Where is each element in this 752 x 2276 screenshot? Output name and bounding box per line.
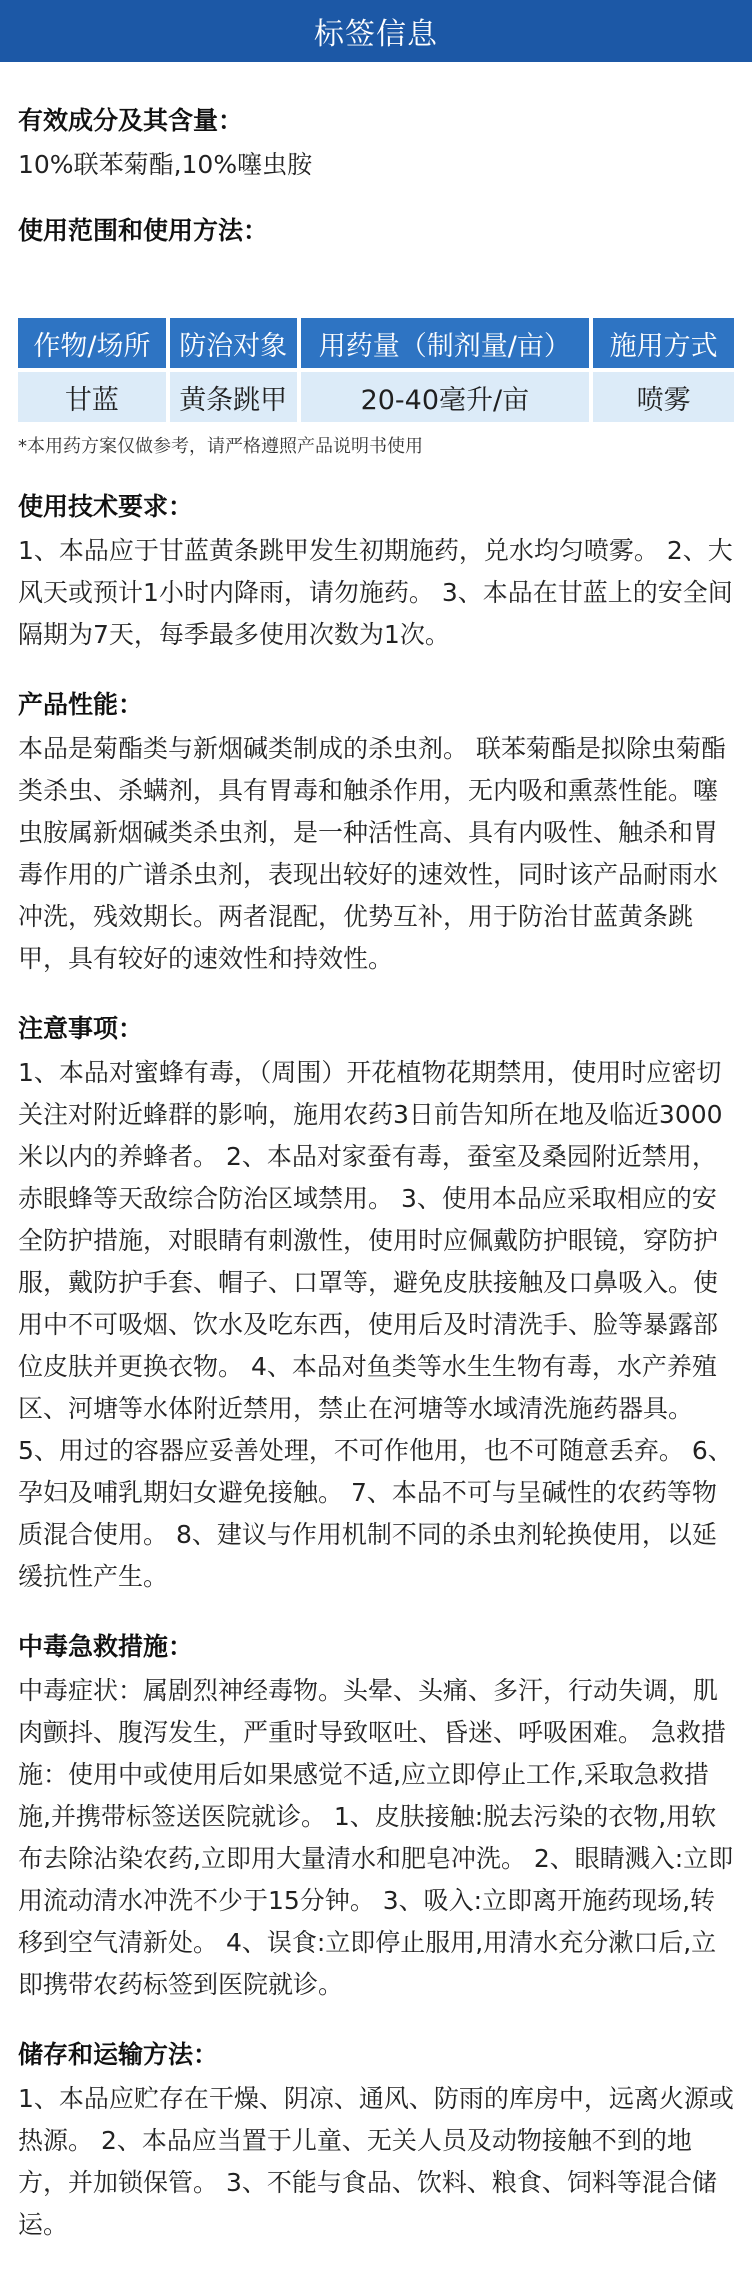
table-cell-method: 喷雾 [593,368,734,422]
storage-text: 1、本品应贮存在干燥、阴凉、通风、防雨的库房中，远离火源或热源。 2、本品应当置于儿童、无关人员及动物接触不到的地方，并加锁保管。 3、不能与食品、饮料、粮食、饲料等混合储运。 [18,2084,734,2239]
ingredients-text: 10%联苯菊酯,10%噻虫胺 [18,150,313,179]
table-header-crop: 作物/场所 [18,318,166,368]
header-bar [0,0,752,62]
firstaid-text: 中毒症状：属剧烈神经毒物。头晕、头痛、多汗，行动失调，肌肉颤抖、腹泻发生，严重时导致呕吐、昏迷、呼吸困难。 急救措施：使用中或使用后如果感觉不适,应立即停止工作,采取急救措施,并携带标签送医院就诊。 1、皮肤接触:脱去污染的衣物,用软布去除沾染农药,立即用大量清水和肥皂冲洗。 2、眼睛溅入:立即用流动清水冲洗不少于15分钟。 3、吸入:立即离开施药现场,转移到空气清新处。 4、误食:立即停止服用,用清水充分漱口后,立即携带农药标签到医院就诊。 [18,1676,734,1999]
table-cell-crop: 甘蓝 [18,368,166,422]
table-note: *本用药方案仅做参考，请严格遵照产品说明书使用 [18,436,423,457]
table-header-row [18,318,734,368]
firstaid-title: 中毒急救措施： [18,1632,194,1661]
performance-text: 本品是菊酯类与新烟碱类制成的杀虫剂。 联苯菊酯是拟除虫菊酯类杀虫、杀螨剂，具有胃毒和触杀作用，无内吸和熏蒸性能。噻虫胺属新烟碱类杀虫剂，是一种活性高、具有内吸性、触杀和胃毒作用的广谱杀虫剂，表现出较好的速效性，同时该产品耐雨水冲洗，残效期长。两者混配，优势互补，用于防治甘蓝黄条跳甲，具有较好的速效性和持效性。 [18,734,726,973]
usage-title: 使用范围和使用方法： [18,216,269,245]
storage-title: 储存和运输方法： [18,2040,219,2069]
table-cell-target: 黄条跳甲 [170,368,297,422]
table-row [18,368,734,422]
table-header-target: 防治对象 [170,318,297,368]
ingredients-title: 有效成分及其含量： [18,106,244,135]
precautions-title: 注意事项： [18,1014,144,1043]
table-header-method: 施用方式 [593,318,734,368]
performance-title: 产品性能： [18,690,144,719]
usage-table [14,318,738,422]
label-content [0,106,752,2246]
table-cell-dosage: 20-40毫升/亩 [301,368,590,422]
page-title: 标签信息 [314,17,438,52]
tech-title: 使用技术要求： [18,492,194,521]
precautions-text: 1、本品对蜜蜂有毒，（周围）开花植物花期禁用，使用时应密切关注对附近蜂群的影响，施用农药3日前告知所在地及临近3000米以内的养蜂者。 2、本品对家蚕有毒，蚕室及桑园附近禁用，赤眼蜂等天敌综合防治区域禁用。 3、使用本品应采取相应的安全防护措施，对眼睛有刺激性，使用时应佩戴防护眼镜，穿防护服，戴防护手套、帽子、口罩等，避免皮肤接触及口鼻吸入。使用中不可吸烟、饮水及吃东西，使用后及时清洗手、脸等暴露部位皮肤并更换衣物。 4、本品对鱼类等水生生物有毒，水产养殖区、河塘等水体附近禁用，禁止在河塘等水域清洗施药器具。 5、用过的容器应妥善处理，不可作他用，也不可随意丢弃。 6、孕妇及哺乳期妇女避免接触。 7、本品不可与呈碱性的农药等物质混合使用。 8、建议与作用机制不同的杀虫剂轮换使用，以延缓抗性产生。 [18,1058,733,1591]
table-header-dosage: 用药量（制剂量/亩） [301,318,590,368]
tech-text: 1、本品应于甘蓝黄条跳甲发生初期施药，兑水均匀喷雾。 2、大风天或预计1小时内降雨，请勿施药。 3、本品在甘蓝上的安全间隔期为7天，每季最多使用次数为1次。 [18,536,733,649]
